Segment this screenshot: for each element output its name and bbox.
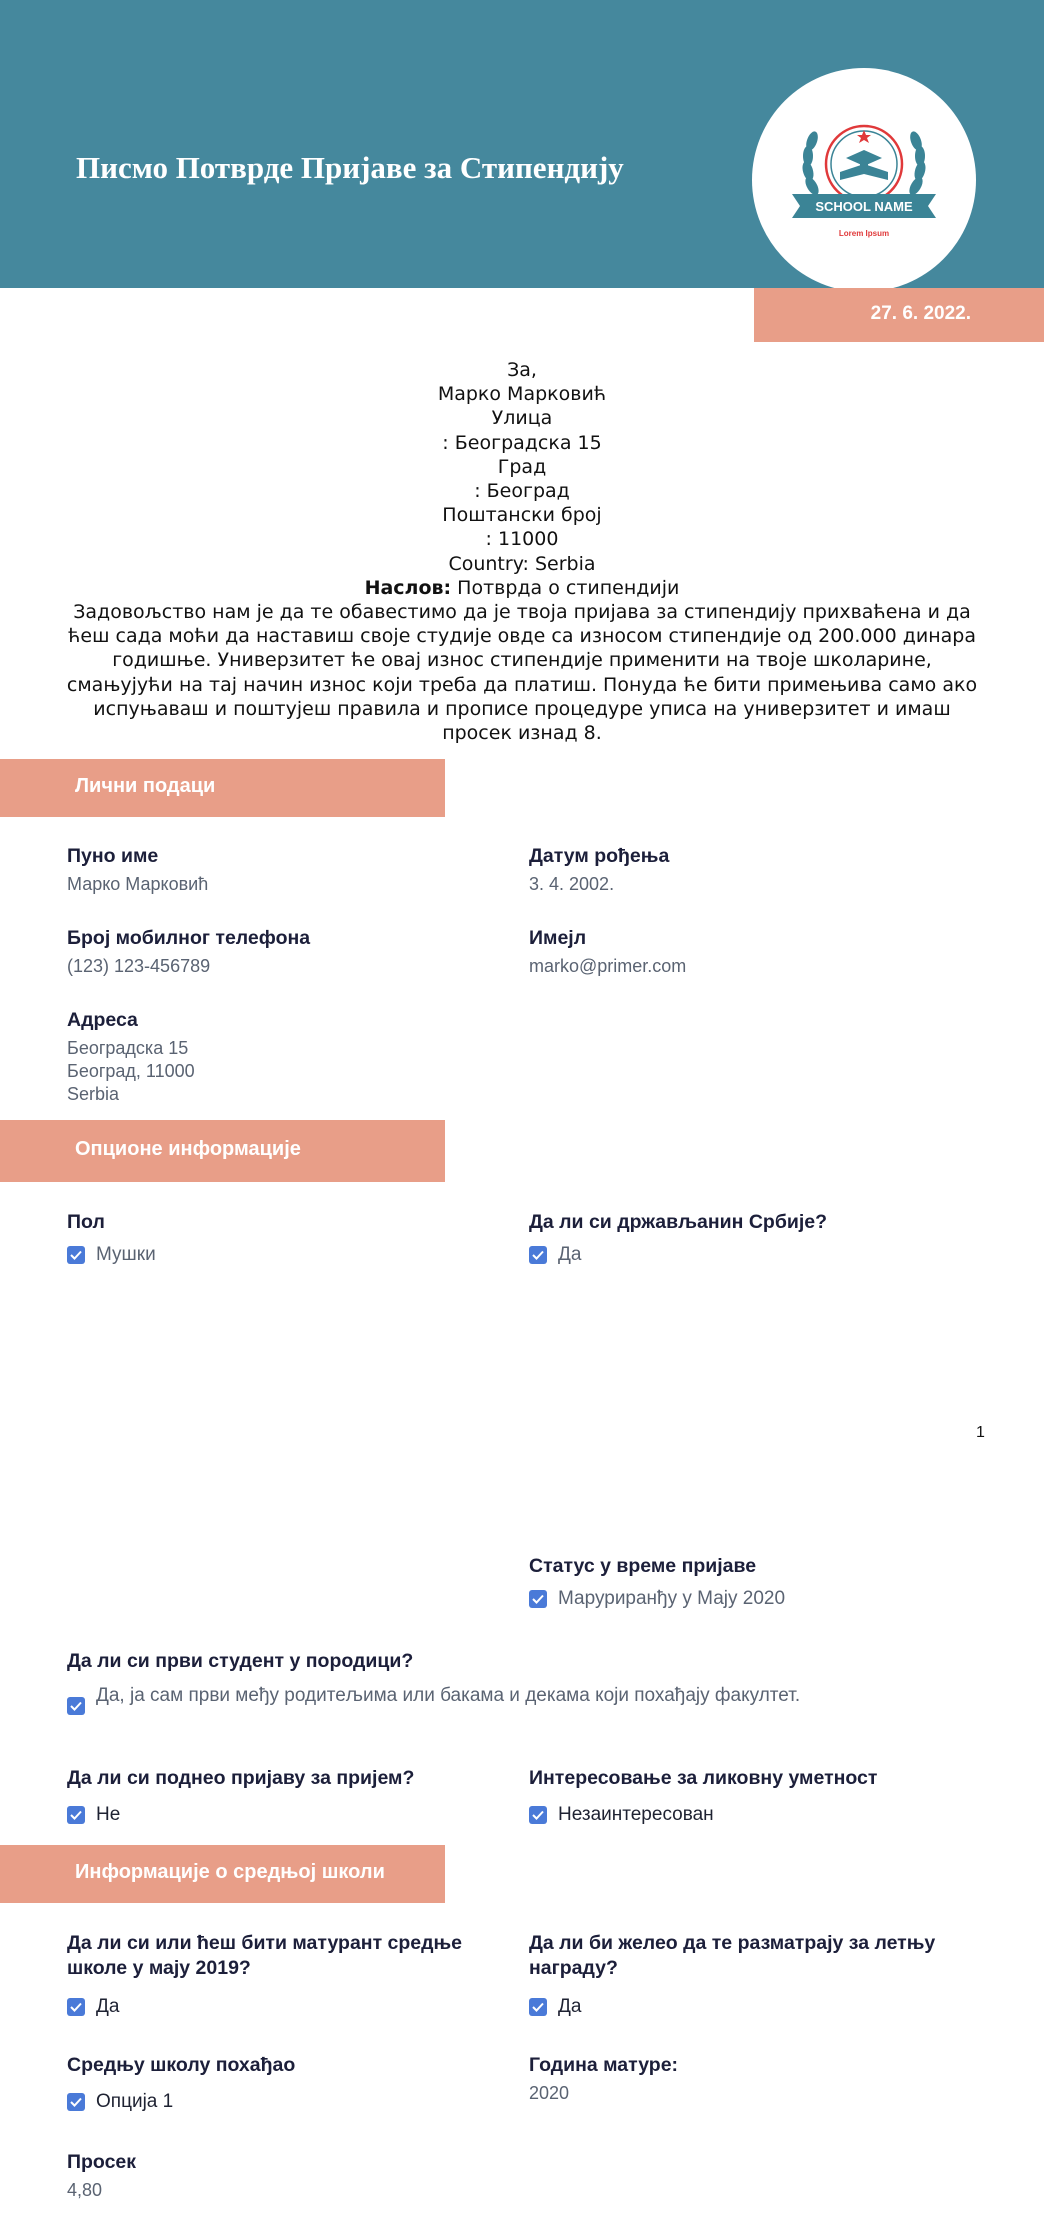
graduate-option[interactable] [67,1995,462,2018]
recipient-to: За, [507,359,537,381]
recipient-name: Марко Марковић [437,383,607,406]
field-value: marko@primer.com [529,956,687,976]
email-field [529,926,686,978]
applied-option[interactable] [67,1803,414,1826]
status-field [529,1554,785,1610]
field-label-line: Да ли си или ћеш бити матурант средње [67,1932,463,1954]
body-line: испуњаваш и поштујеш правила и прописе процедуре уписа на универзитет и имаш [93,697,951,720]
field-label: Да ли си први студент у породици? [67,1650,414,1672]
citizen-option[interactable] [529,1243,827,1266]
first-student-field [67,1649,800,1715]
summer-award-field [529,1931,935,2018]
section-title: Лични подаци [75,775,216,797]
letter-body [60,358,984,745]
checkbox-checked-icon[interactable] [67,1998,85,2016]
body-line: смањујући на тај начин износ који треба да платиш. Понуда ће бити примењива само ако [66,673,978,696]
field-label-line: Да ли би желео да те разматрају за летњу [529,1932,936,1954]
graduate-field [67,1931,462,2018]
first-student-option[interactable] [67,1684,800,1715]
phone-field [67,926,310,978]
field-value: 2020 [529,2083,570,2103]
field-label: Имејл [529,927,587,949]
full-name-field [67,844,208,896]
section-title: Информације о средњој школи [75,1861,385,1883]
field-label: Адреса [67,1009,138,1031]
checkbox-checked-icon[interactable] [529,1590,547,1608]
subject-label: Наслов: [364,576,452,599]
logo-tagline: Lorem Ipsum [838,229,890,238]
field-label: Датум рођења [529,845,670,867]
option-label: Не [96,1804,121,1825]
field-label: Просек [67,2151,137,2173]
field-label: Пуно име [67,845,159,867]
field-value: 4,80 [67,2180,103,2200]
date-bar [754,288,1044,342]
section-highschool-header [0,1845,445,1903]
letter-date: 27. 6. 2022. [870,303,971,324]
field-label: Интересовање за ликовну уметност [529,1767,878,1789]
zip-value: : 11000 [485,528,559,551]
field-label: Статус у време пријаве [529,1555,757,1577]
gender-field [67,1210,156,1266]
school-logo-graphic [752,68,976,292]
option-label: Да [558,1244,582,1265]
field-value: Марко Марковић [67,874,209,894]
street-value: : Београдска 15 [442,431,602,454]
field-label-line: награду? [529,1957,618,1979]
body-line: Задовољство нам је да те обавестимо да је твоја пријава за стипендију прихваћена и да [73,601,971,624]
section-optional-header [0,1120,445,1182]
school-attended-option[interactable] [67,2090,295,2113]
option-label [96,1684,800,1707]
subject-value: Потврда о стипендији [451,576,680,599]
address-field [67,1008,195,1106]
field-label: Година матуре: [529,2054,679,2076]
logo-school-name: SCHOOL NAME [815,199,913,214]
graduation-year-field [529,2053,678,2105]
field-value: 3. 4. 2002. [529,874,615,894]
body-line: ћеш сада моћи да наставиш своје студије овде са износом стипендије од 200.000 динара [68,625,976,648]
body-line: просек изнад 8. [442,722,602,745]
checkbox-checked-icon[interactable] [529,1806,547,1824]
school-logo [752,68,976,292]
country-line: Country: Serbia [448,552,596,575]
checkbox-checked-icon[interactable] [529,1246,547,1264]
citizen-field [529,1210,827,1266]
option-label-line: бакама и декама који похађају факултет. [440,1685,801,1706]
checkbox-checked-icon[interactable] [67,2093,85,2111]
art-interest-option[interactable] [529,1803,877,1826]
option-label: Да [558,1996,582,2017]
field-value: (123) 123-456789 [67,956,211,976]
option-label: Незаинтересован [558,1804,714,1825]
field-label: Да ли си држављанин Србије? [529,1211,828,1233]
option-label-line: Да, ја сам први међу родитељима или [96,1685,435,1706]
checkbox-checked-icon[interactable] [67,1697,85,1715]
section-personal-header [0,759,445,817]
page-number: 1 [976,1424,985,1441]
birth-date-field [529,844,669,896]
art-interest-field [529,1766,877,1826]
status-option[interactable] [529,1587,785,1610]
checkbox-checked-icon[interactable] [67,1806,85,1824]
address-line: Београдска 15 [67,1038,189,1058]
option-label: Да [96,1996,120,2017]
applied-field [67,1766,414,1826]
field-label [67,1931,462,1981]
document-title: Писмо Потврде Пријаве за Стипендију [76,150,624,185]
street-label: Улица [491,407,553,430]
address-line: Београд, 11000 [67,1061,195,1081]
field-label: Број мобилног телефона [67,927,311,949]
option-label: Мушки [96,1244,156,1265]
gpa-field [67,2150,136,2202]
option-label: Опција 1 [96,2091,174,2112]
field-label: Пол [67,1211,105,1233]
subject-line [60,576,984,600]
section-title: Опционе информације [75,1138,301,1160]
field-label: Да ли си поднео пријаву за пријем? [67,1767,415,1789]
field-label [529,1931,935,1981]
body-line: годишње. Универзитет ће овај износ стипендије применити на твоје школарине, [112,649,932,672]
field-label: Средњу школу похађао [67,2054,296,2076]
gender-option[interactable] [67,1243,156,1266]
address-line: Serbia [67,1084,120,1104]
school-attended-field [67,2053,295,2113]
city-value: : Београд [474,480,570,503]
zip-label: Поштански број [442,504,602,527]
option-label: Маруриранђу у Мају 2020 [558,1588,786,1609]
city-label: Град [497,455,547,478]
summer-award-option[interactable] [529,1995,935,2018]
checkbox-checked-icon[interactable] [67,1246,85,1264]
field-label-line: школе у мају 2019? [67,1957,251,1979]
checkbox-checked-icon[interactable] [529,1998,547,2016]
field-value [67,1037,195,1106]
